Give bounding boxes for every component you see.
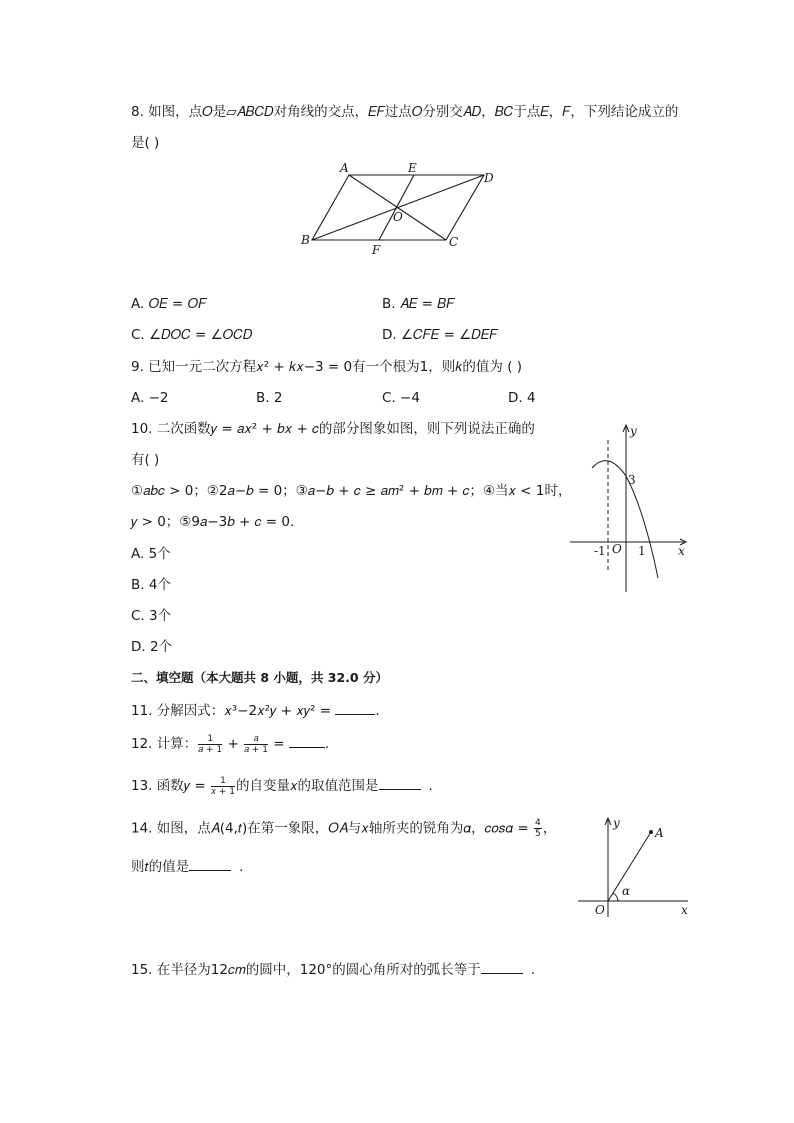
q10-option-a: A. 5个	[131, 546, 171, 562]
label-A: A	[340, 161, 349, 175]
q8-option-a: A. 𝑂𝐸 = 𝑂𝐹	[131, 296, 207, 312]
graph-label-O: O	[612, 542, 622, 556]
q9-option-b: B. 2	[256, 390, 283, 406]
q12: 12. 计算： $\frac{1}{\text{𝑎 + 1}}$ + $\frac{\text{𝑎}}{\text{𝑎 + 1}}$ = .	[131, 733, 330, 755]
q11-text: 11. 分解因式：𝑥³−2𝑥²𝑦 + 𝑥𝑦² =	[131, 703, 336, 719]
graph-label-x: x	[678, 544, 685, 558]
q9-option-a: A. −2	[131, 390, 169, 406]
q13-fraction: $\frac{1}{\text{𝑥 + 1}}$	[210, 775, 235, 797]
angle-label-O: O	[595, 903, 605, 917]
q10-stem-line3: ①𝑎𝑏𝑐 > 0；②2𝑎−𝑏 = 0；③𝑎−𝑏 + 𝑐 ≥ 𝑎𝑚² + 𝑏𝑚 + 𝑐；④当𝑥 < 1时，	[131, 483, 572, 499]
q14-line2: 则𝑡的值是 .	[131, 856, 243, 877]
section-fill-in-blank: 二、填空题（本大题共 8 小题，共 32.0 分）	[131, 670, 388, 685]
graph-label-neg1: -1	[594, 544, 606, 558]
q13: 13. 函数𝑦 = $\frac{1}{\text{𝑥 + 1}}$ 的自变量𝑥的取值范围是 .	[131, 775, 433, 797]
q8-option-b: B. 𝐴𝐸 = 𝐵𝐹	[382, 296, 455, 312]
q15: 15. 在半径为12𝑐𝑚的圆中，120°的圆心角所对的弧长等于 .	[131, 959, 535, 980]
q14-line1: 14. 如图，点𝐴(4,𝑡)在第一象限，𝑂𝐴与𝑥轴所夹的锐角为𝛼，𝑐𝑜𝑠𝛼 = $\frac{4}{5}$ ，	[131, 818, 557, 839]
label-C: C	[449, 235, 459, 249]
q11-answer-blank[interactable]	[335, 700, 375, 715]
q10-stem-line2: 有( )	[131, 452, 160, 468]
q12-fraction-2: $\frac{\text{𝑎}}{\text{𝑎 + 1}}$	[244, 733, 268, 755]
angle-label-x: x	[681, 903, 688, 917]
q8-option-c: C. ∠𝐷𝑂𝐶 = ∠𝑂𝐶𝐷	[131, 327, 253, 343]
q14-answer-blank[interactable]	[189, 856, 231, 871]
label-B: B	[301, 233, 310, 247]
label-F: F	[372, 243, 381, 257]
q15-answer-blank[interactable]	[481, 959, 523, 974]
label-O: O	[393, 210, 403, 224]
angle-label-y: y	[613, 816, 620, 830]
angle-label-A: A	[655, 826, 664, 840]
q12-answer-blank[interactable]	[289, 733, 325, 748]
angle-figure	[576, 815, 696, 920]
q11: 11. 分解因式：𝑥³−2𝑥²𝑦 + 𝑥𝑦² = .	[131, 700, 380, 721]
label-E: E	[408, 161, 417, 175]
parabola-graph	[566, 420, 691, 595]
q8-stem-line2: 是( )	[131, 135, 160, 151]
q9-stem: 9. 已知一元二次方程𝑥² + 𝑘𝑥−3 = 0有一个根为1，则𝑘的值为 ( )	[131, 359, 523, 375]
label-D: D	[484, 171, 494, 185]
q10-option-b: B. 4个	[131, 577, 171, 593]
graph-label-y: y	[630, 424, 637, 438]
q14-fraction: $\frac{4}{5}$	[535, 818, 541, 839]
parallelogram-figure	[296, 158, 506, 258]
q9-option-d: D. 4	[508, 390, 536, 406]
q8-option-d: D. ∠𝐶𝐹𝐸 = ∠𝐷𝐸𝐹	[382, 327, 498, 343]
q10-stem-line1: 10. 二次函数𝑦 = 𝑎𝑥² + 𝑏𝑥 + 𝑐的部分图象如图，则下列说法正确的	[131, 421, 535, 437]
q10-stem-line4: 𝑦 > 0；⑤9𝑎−3𝑏 + 𝑐 = 0.	[131, 514, 295, 530]
graph-label-3: 3	[628, 473, 636, 487]
q12-fraction-1: $\frac{1}{\text{𝑎 + 1}}$	[198, 733, 223, 755]
q10-option-d: D. 2个	[131, 639, 173, 655]
q9-option-c: C. −4	[382, 390, 420, 406]
graph-label-1: 1	[638, 544, 646, 558]
q13-answer-blank[interactable]	[379, 775, 421, 790]
q8-stem-line1: 8. 如图，点𝑂是▱𝐴𝐵𝐶𝐷对角线的交点，𝐸𝐹过点𝑂分别交𝐴𝐷，𝐵𝐶于点𝐸，𝐹，下列结论成立的	[131, 104, 679, 120]
q10-option-c: C. 3个	[131, 608, 172, 624]
angle-label-alpha: α	[622, 884, 631, 898]
